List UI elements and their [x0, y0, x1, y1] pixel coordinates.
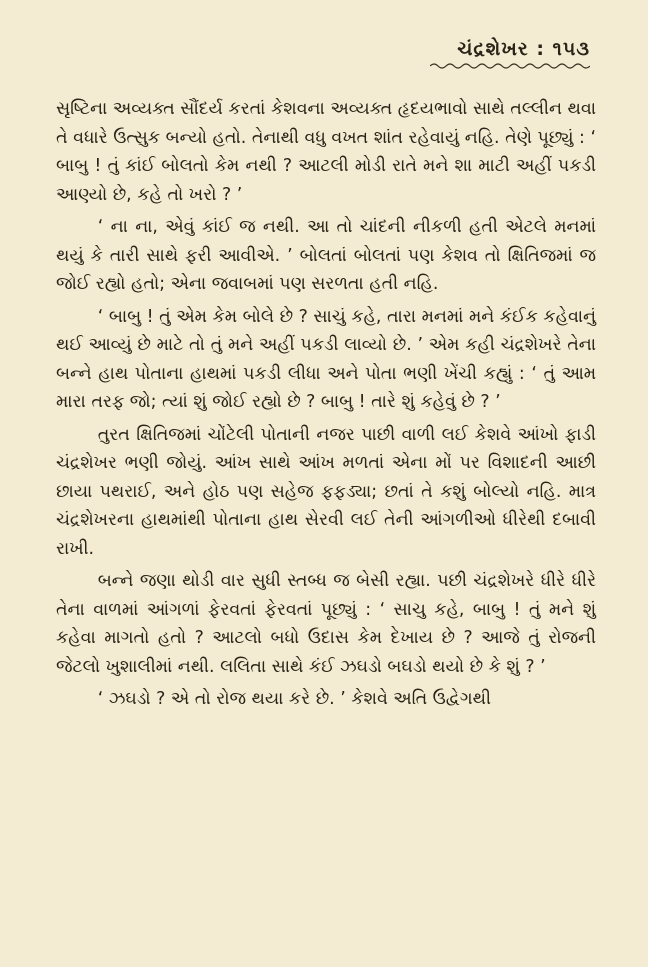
running-head: ચંદ્રશેખર : ૧૫૩: [457, 38, 590, 60]
paragraph-3: ‘ બાબુ ! તું એમ કેમ બોલે છે ? સાચું કહે, તારા મનમાં મને કંઈક કહેવાનું થઈ આવ્યું છે માટે તો તું મને અહીં પકડી લાવ્યો છે. ’ એમ કહી ચંદ્રશેખરે તેના બન્ને હાથ પોતાના હાથમાં પકડી લીધા અને પોતા ભણી ખેંચી કહ્યું : ‘ તું આમ મારા તરફ જો; ત્યાં શું જોઈ રહ્યો છે ? બાબુ ! તારે શું કહેવું છે ? ’: [56, 306, 596, 412]
paragraph-2: ‘ ના ના, એવું કાંઈ જ નથી. આ તો ચાંદની નીકળી હતી એટલે મનમાં થયું કે તારી સાથે ફરી આવીએ. ’ બોલતાં બોલતાં પણ કેશવ તો ક્ષિતિજમાં જ જોઈ રહ્યો હતો; એના જવાબમાં પણ સરળતા હતી નહિ.: [56, 217, 596, 294]
body-text: [56, 95, 596, 718]
paragraph-4: તુરત ક્ષિતિજમાં ચોંટેલી પોતાની નજર પાછી વાળી લઈ કેશવે આંખો ફાડી ચંદ્રશેખર ભણી જોયું. આંખ સાથે આંખ મળતાં એના મોં પર વિશાદની આછી છાયા પથરાઈ, અને હોઠ પણ સહેજ ફફડ્યા; છતાં તે કશું બોલ્યો નહિ. માત્ર ચંદ્રશેખરના હાથમાંથી પોતાના હાથ સેરવી લઈ તેની આંગળીઓ ધીરેથી દબાવી રાખી.: [56, 424, 596, 559]
page-header: [430, 38, 590, 70]
wavy-underline-ornament: [430, 62, 590, 70]
paragraph-5: બન્ને જણા થોડી વાર સુધી સ્તબ્ધ જ બેસી રહ્યા. પછી ચંદ્રશેખરે ધીરે ધીરે તેના વાળમાં આંગળાં ફેરવતાં ફેરવતાં પૂછ્યું : ‘ સાચુ કહે, બાબુ ! તું મને શું કહેવા માગતો હતો ? આટલો બધો ઉદાસ કેમ દેખાય છે ? આજે તું રોજની જેટલો ખુશાલીમાં નથી. લલિતા સાથે કંઈ ઝઘડો બઘડો થયો છે કે શું ? ’: [56, 571, 596, 677]
paragraph-1: સૃષ્ટિના અવ્યક્ત સૌંદર્ય કરતાં કેશવના અવ્યક્ત હૃદયભાવો સાથે તલ્લીન થવા તે વધારે ઉત્સુક બન્યો હતો. તેનાથી વધુ વખત શાંત રહેવાયું નહિ. તેણે પૂછ્યું : ‘ બાબુ ! તું કાંઈ બોલતો કેમ નથી ? આટલી મોડી રાતે મને શા માટી અહીં પકડી આણ્યો છે, કહે તો ખરો ? ’: [56, 99, 596, 205]
paragraph-6: ‘ ઝઘડો ? એ તો રોજ થયા કરે છે. ’ કેશવે અતિ ઉદ્વેગથી: [97, 689, 491, 709]
